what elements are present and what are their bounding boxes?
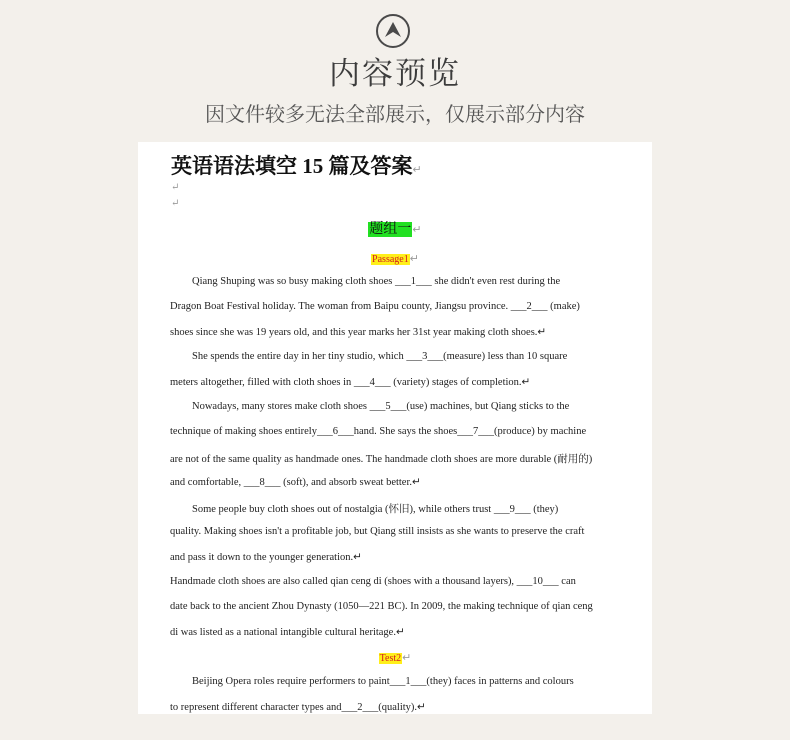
passage-line: shoes since she was 19 years old, and this year marks her 31st year making cloth shoes.↵	[170, 327, 547, 338]
passage-line: date back to the ancient Zhou Dynasty (1050—221 BC). In 2009, the making technique of qian ceng	[170, 601, 593, 612]
passage-line: She spends the entire day in her tiny studio, which ___3___(measure) less than 10 square	[192, 351, 568, 362]
passage-line: Qiang Shuping was so busy making cloth shoes ___1___ she didn't even rest during the	[192, 276, 561, 287]
passage-line: Dragon Boat Festival holiday. The woman from Baipu county, Jiangsu province. ___2___ (make)	[170, 301, 580, 312]
passage-line: meters altogether, filled with cloth shoes in ___4___ (variety) stages of completion.↵	[170, 377, 531, 388]
passage-line: Nowadays, many stores make cloth shoes ___5___(use) machines, but Qiang sticks to the	[192, 401, 570, 412]
passage-label: Passage1↵	[372, 253, 419, 265]
passage-line: quality. Making shoes isn't a profitable job, but Qiang still insists as she wants to preserve the craft	[170, 526, 585, 537]
up-arrow-icon[interactable]	[376, 14, 410, 48]
preview-title: 内容预览	[329, 56, 461, 92]
passage-line: and pass it down to the younger generation.↵	[170, 552, 362, 563]
preview-subtitle: 因文件较多无法全部展示，仅展示部分内容	[205, 102, 585, 126]
group-title: 题组一↵	[369, 222, 422, 237]
passage-line: to represent different character types and___2___(quality).↵	[170, 702, 426, 713]
passage-line: technique of making shoes entirely___6___hand. She says the shoes___7___(produce) by machine	[170, 426, 587, 437]
passage-line: and comfortable, ___8___ (soft), and absorb sweat better.↵	[170, 477, 421, 488]
preview-header	[0, 0, 790, 140]
passage-line: Beijing Opera roles require performers to paint___1___(they) faces in patterns and colours	[192, 676, 574, 687]
passage-line: di was listed as a national intangible cultural heritage.↵	[170, 627, 405, 638]
passage-line: are not of the same quality as handmade ones. The handmade cloth shoes are more durable (耐用的)	[170, 454, 593, 465]
passage-line: Handmade cloth shoes are also called qian ceng di (shoes with a thousand layers), ___10___ can	[170, 576, 576, 587]
passage-line: Some people buy cloth shoes out of nostalgia (怀旧), while others trust ___9___ (they)	[192, 504, 559, 515]
paragraph-mark: ↵	[171, 182, 180, 193]
paragraph-mark: ↵	[171, 198, 180, 209]
paragraph-mark: ↵	[412, 164, 422, 176]
document-title: 英语语法填空 15 篇及答案↵	[171, 154, 422, 178]
document-page	[138, 142, 652, 714]
test-label: Test2↵	[379, 652, 412, 664]
